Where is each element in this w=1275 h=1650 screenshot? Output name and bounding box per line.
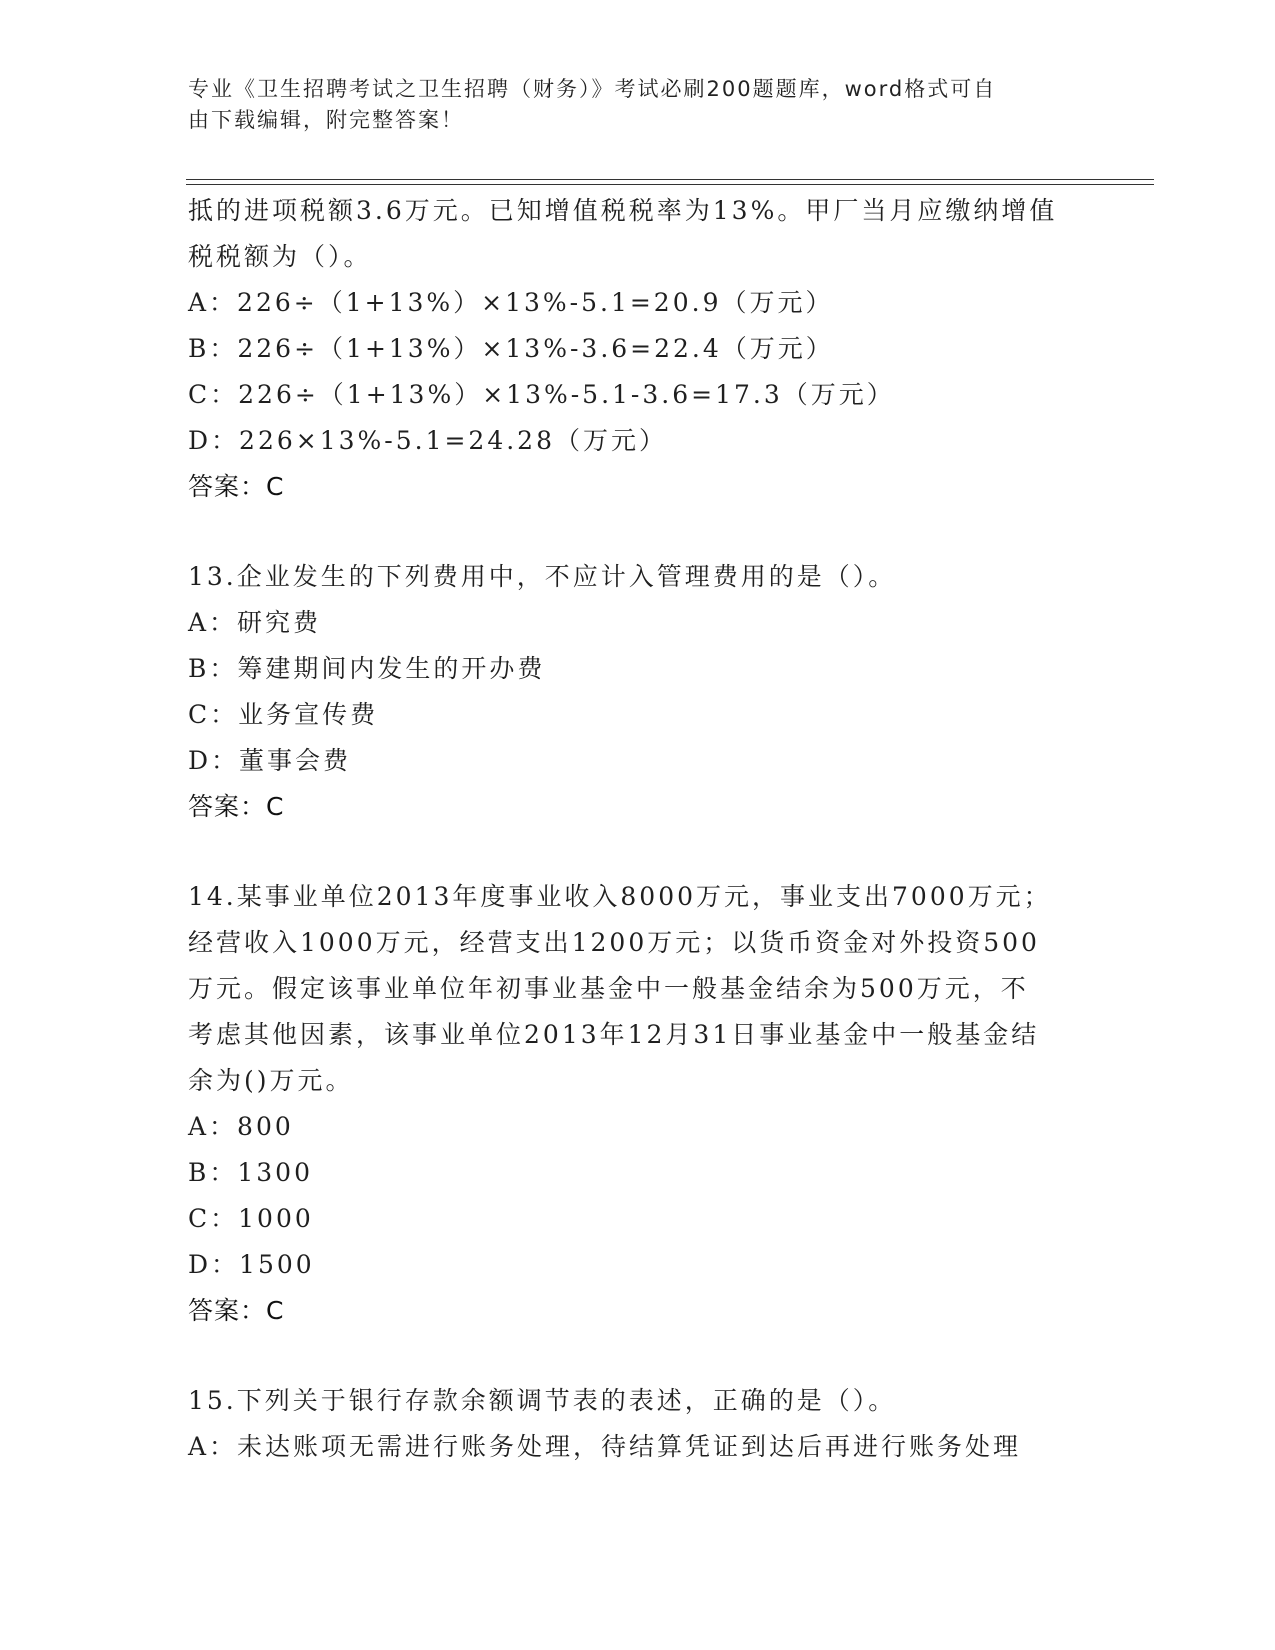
question-12 <box>188 188 1088 510</box>
option-a: A：800 <box>188 1112 294 1141</box>
option-c: C：226÷（1+13%）×13%-5.1-3.6=17.3（万元） <box>188 380 895 409</box>
header-rule-top <box>186 179 1154 180</box>
answer-line: 答案：C <box>188 1296 285 1325</box>
document-header <box>188 74 1068 136</box>
question-14 <box>188 874 1088 1334</box>
header-title-line-1: 专业《卫生招聘考试之卫生招聘（财务）》考试必刷200题题库，word格式可自 <box>188 77 997 101</box>
option-a: A：研究费 <box>188 608 322 637</box>
question-stem-line: 经营收入1000万元，经营支出1200万元；以货币资金对外投资500 <box>188 928 1040 957</box>
answer-line: 答案：C <box>188 792 285 821</box>
option-a: A：未达账项无需进行账务处理，待结算凭证到达后再进行账务处理 <box>188 1432 1022 1461</box>
question-stem-line: 考虑其他因素，该事业单位2013年12月31日事业基金中一般基金结 <box>188 1020 1040 1049</box>
option-c: C：业务宣传费 <box>188 700 379 729</box>
option-d: D：226×13%-5.1=24.28（万元） <box>188 426 667 455</box>
option-d: D：董事会费 <box>188 746 352 775</box>
option-a: A：226÷（1+13%）×13%-5.1=20.9（万元） <box>188 288 834 317</box>
question-list <box>188 188 1088 1470</box>
option-b: B：226÷（1+13%）×13%-3.6=22.4（万元） <box>188 334 834 363</box>
question-stem-line: 13.企业发生的下列费用中，不应计入管理费用的是（）。 <box>188 562 897 591</box>
question-13 <box>188 554 1088 830</box>
option-b: B：1300 <box>188 1158 313 1187</box>
option-b: B：筹建期间内发生的开办费 <box>188 654 546 683</box>
header-title-line-2: 由下载编辑，附完整答案！ <box>188 108 464 132</box>
question-stem-line: 万元。假定该事业单位年初事业基金中一般基金结余为500万元，不 <box>188 974 1029 1003</box>
header-rule-bottom <box>186 184 1154 185</box>
question-stem-line: 抵的进项税额3.6万元。已知增值税税率为13%。甲厂当月应缴纳增值 <box>188 196 1058 225</box>
answer-line: 答案：C <box>188 472 285 501</box>
question-stem-line: 税税额为（）。 <box>188 242 372 271</box>
question-stem-line: 余为()万元。 <box>188 1066 354 1095</box>
option-c: C：1000 <box>188 1204 314 1233</box>
option-d: D：1500 <box>188 1250 315 1279</box>
question-stem-line: 15.下列关于银行存款余额调节表的表述，正确的是（）。 <box>188 1386 897 1415</box>
question-stem-line: 14.某事业单位2013年度事业收入8000万元，事业支出7000万元； <box>188 882 1052 911</box>
question-15 <box>188 1378 1088 1470</box>
